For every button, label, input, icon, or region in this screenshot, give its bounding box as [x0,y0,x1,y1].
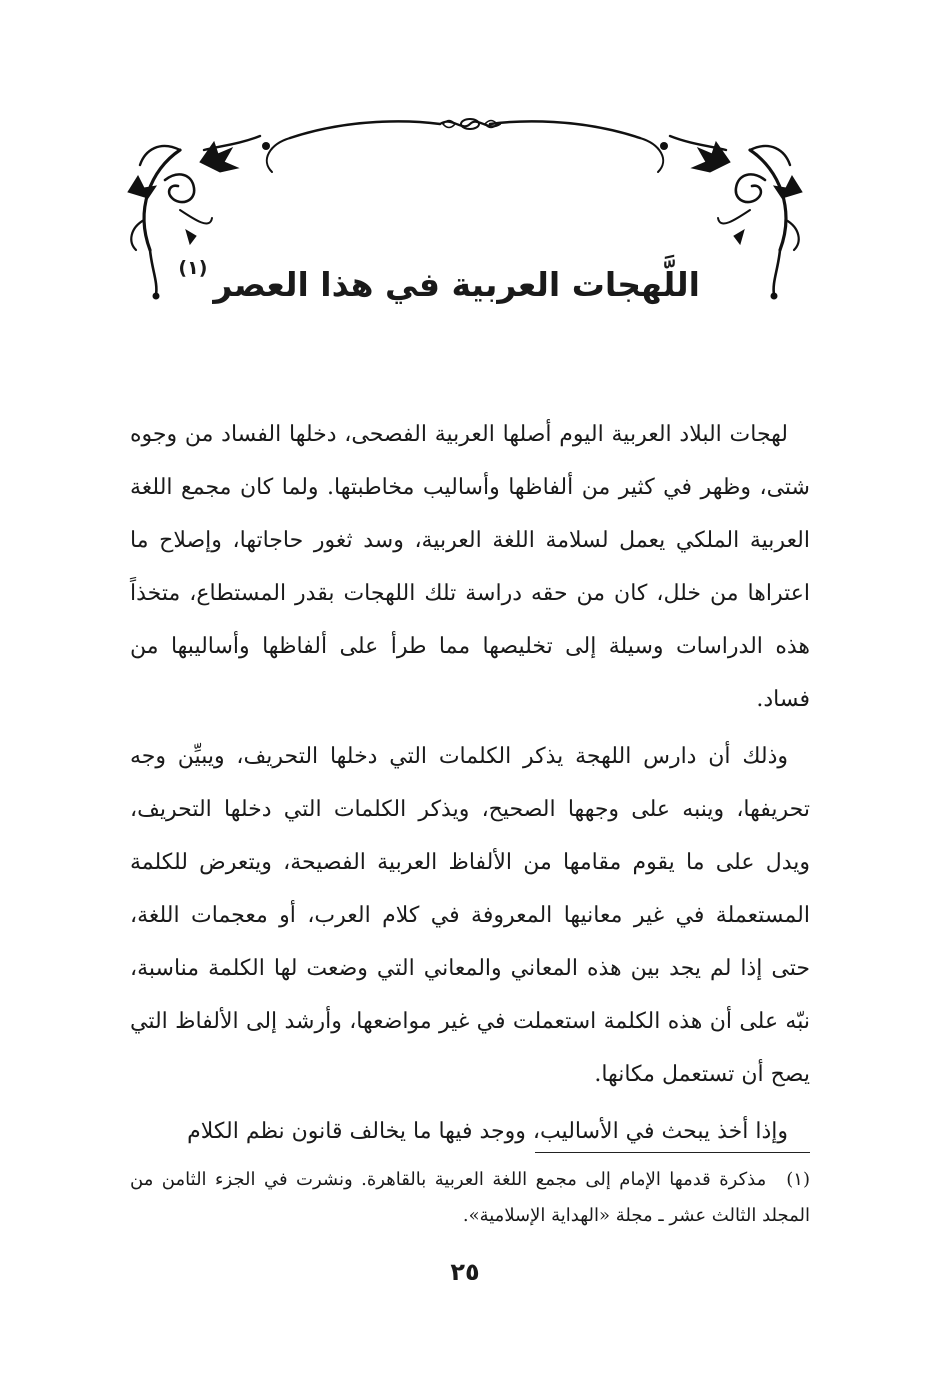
footnote-text: مذكرة قدمها الإمام إلى مجمع اللغة العربية بالقاهرة. ونشرت في الجزء الثامن من المجلد الثالث عشر ـ مجلة «الهداية الإسلامية». [130,1169,810,1226]
paragraph-1: لهجات البلاد العربية اليوم أصلها العربية الفصحى، دخلها الفساد من وجوه شتى، وظهر في كثير من ألفاظها وأساليب مخاطبتها. ولما كان مجمع اللغة العربية الملكي يعمل لسلامة اللغة العربية، وسد ثغور حاجاتها، وإصلاح ما اعتراها من خلل، كان من حقه دراسة تلك اللهجات بقدر المستطاع، متخذاً هذه الدراسات وسيلة إلى تخليصها مما طرأ على ألفاظها وأساليبها من فساد. [130,422,810,712]
page-number: ٢٥ [450,1258,480,1286]
page-title [178,238,700,315]
title-text: اللَّهجات العربية في هذا العصر [213,265,700,304]
footnote [130,1162,810,1234]
paragraph-2: وذلك أن دارس اللهجة يذكر الكلمات التي دخلها التحريف، ويبيِّن وجه تحريفها، وينبه على وجهها الصحيح، ويذكر الكلمات التي دخلها التحريف، ويدل على ما يقوم مقامها من الألفاظ العربية الفصيحة، ويتعرض للكلمة المستعملة في غير معانيها المعروفة في كلام العرب، أو معجمات اللغة، حتى إذا لم يجد بين هذه المعاني والمعاني التي وضعت لها الكلمة مناسبة، نبّه على أن هذه الكلمة استعملت في غير مواضعها، وأرشد إلى الألفاظ التي يصح أن تستعمل مكانها. [130,744,810,1087]
footnote-divider [535,1152,810,1153]
body-text [130,408,810,1162]
paragraph-3: وإذا أخذ يبحث في الأساليب، ووجد فيها ما يخالف قانون نظم الكلام [187,1119,788,1144]
footnote-number: (١) [786,1169,810,1190]
title-footnote-marker: (١) [178,257,208,279]
